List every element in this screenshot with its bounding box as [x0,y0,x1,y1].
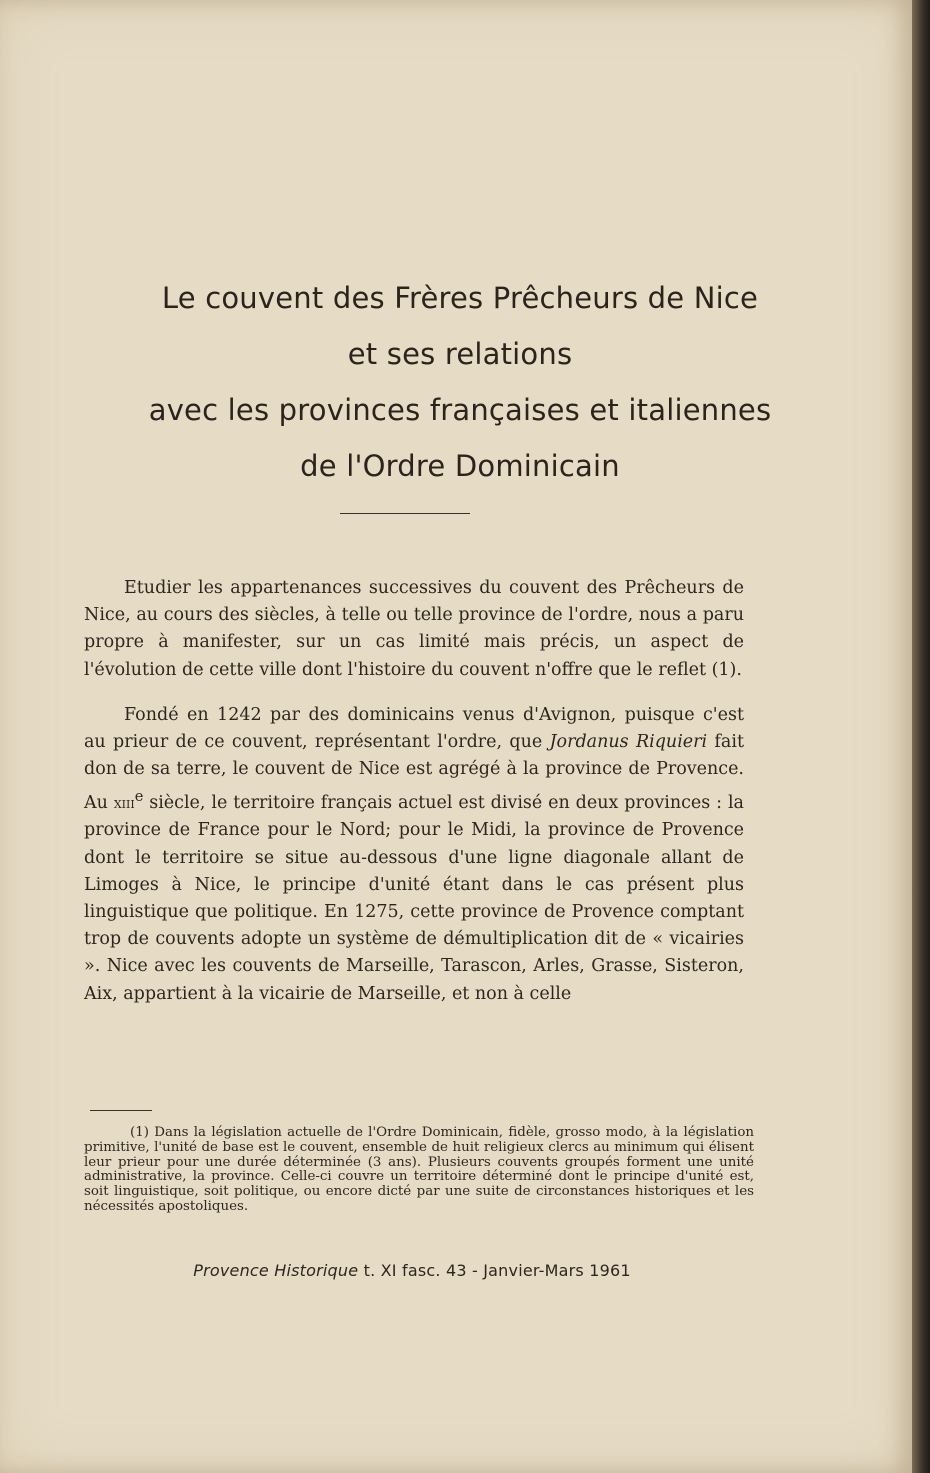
paragraph-1: Etudier les appartenances successives du couvent des Prêcheurs de Nice, au cours des siècles, à telle ou telle province de l'ordre, nous a paru propre à manifester, sur un cas limité mais précis, un aspect de l'évolution de cette ville dont l'histoire du couvent n'offre que le reflet (1). [84,578,744,680]
title-divider [340,513,470,514]
page-edge [912,0,930,1473]
century-superscript: e [134,788,144,806]
footnote-divider [90,1110,152,1111]
journal-reference [84,1261,740,1280]
article-title [60,270,860,494]
paragraph-2 [84,702,744,1008]
title-line-2: et ses relations [347,337,573,371]
title-line-3: avec les provinces françaises et italiennes [148,393,772,427]
title-line-1: Le couvent des Frères Prêcheurs de Nice [161,281,759,315]
paragraph-2-part-c: fait don de sa terre, le couvent de Nice est agrégé à la province de Provence. Au [84,732,744,814]
paragraph-2-part-a: Fondé en 1242 par des dominicains venus d'Avignon, puisque c'est au prieur de ce couvent, représentant l'ordre, que [84,704,744,753]
article-body [84,575,744,1008]
journal-name: Provence Historique [193,1261,359,1280]
century-numeral: xiii [113,794,135,813]
paragraph-2-part-d: siècle, le territoire français actuel est divisé en deux provinces : la province de France pour le Nord; pour le Midi, la province de Provence dont le territoire se situe au-dessous d'une ligne diagonale allant de Limoges à Nice, le principe d'unité étant dans le cas présent plus linguistique que politique. En 1275, cette province de Provence comptant trop de couvents adopte un système de démultiplication dit de « vicairies ». Nice avec les couvents de Marseille, Tarascon, Arles, Grasse, Sisteron, Aix, appartient à la vicairie de Marseille, et non à celle [84,793,744,1004]
journal-details: t. XI fasc. 43 - Janvier-Mars 1961 [358,1261,631,1280]
italic-name: Jordanus Riquieri [549,732,708,753]
footnote-1: (1) Dans la législation actuelle de l'Ordre Dominicain, fidèle, grosso modo, à la législation primitive, l'unité de base est le couvent, ensemble de huit religieux clercs au minimum qui élisent leur prieur pour une durée déterminée (3 ans). Plusieurs couvents groupés forment une unité administrative, la province. Celle-ci couvre un territoire déterminé dont le principe d'unité est, soit linguistique, soit politique, ou encore dicté par une suite de circonstances historiques et les nécessités apostoliques. [84,1125,754,1214]
title-line-4: de l'Ordre Dominicain [300,449,620,483]
